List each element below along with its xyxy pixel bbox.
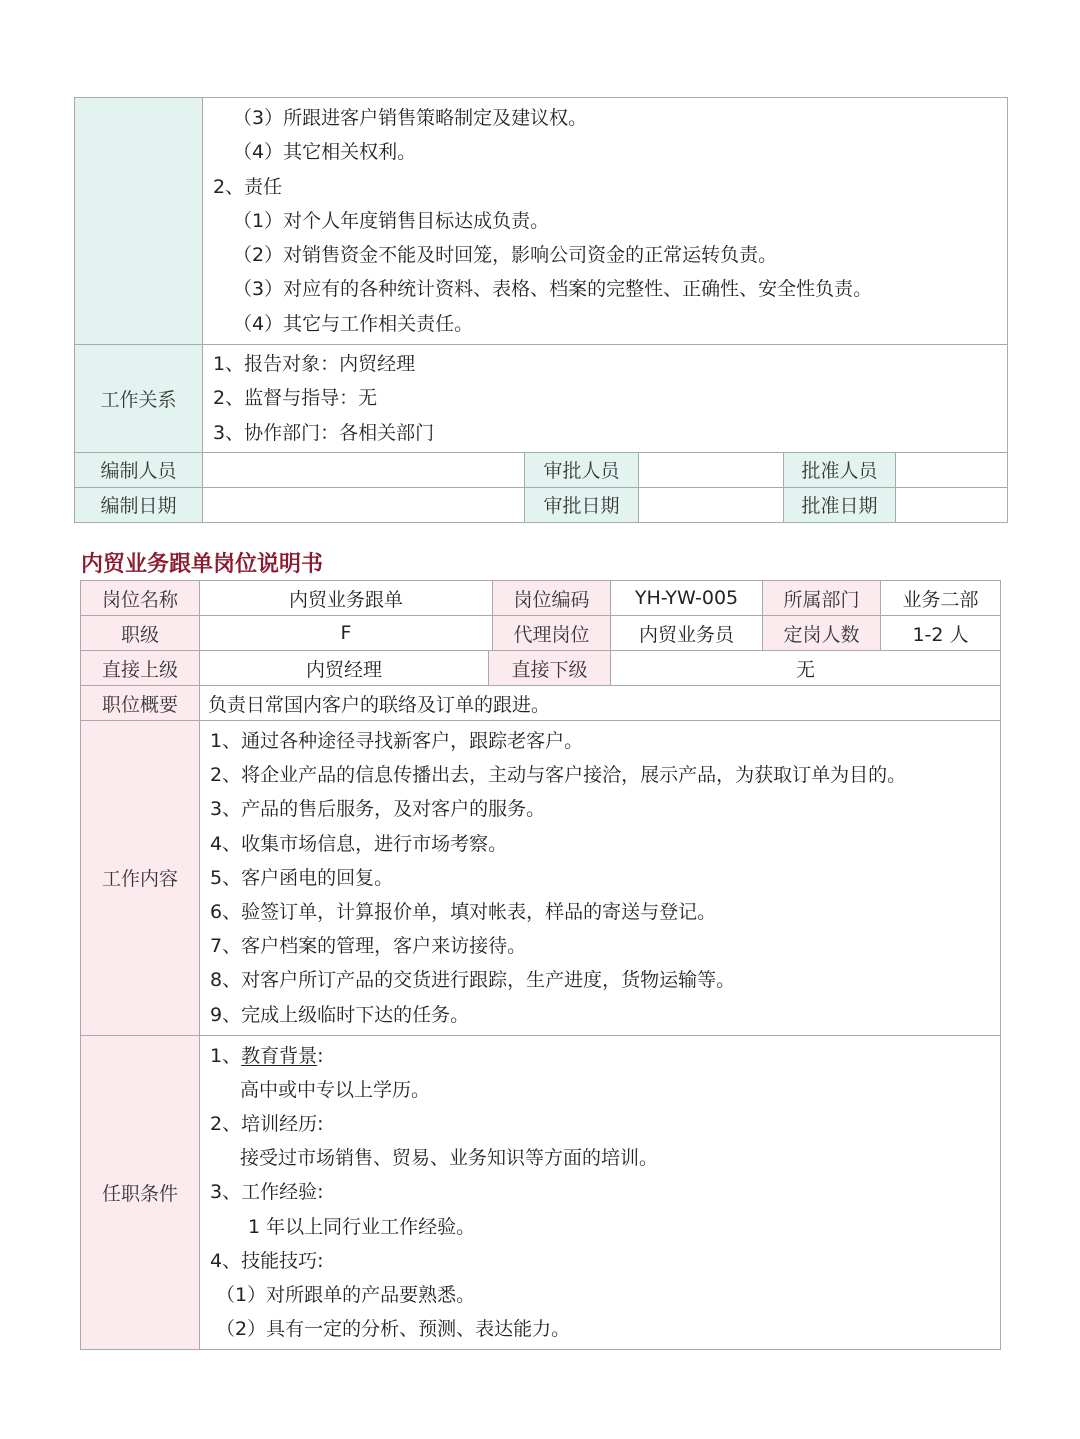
reviewed-by-label: 审批人员 [525, 452, 639, 487]
rights-responsibilities-cell [203, 98, 1008, 345]
position-name-label: 岗位名称 [81, 581, 200, 616]
rights-label-cell [75, 98, 203, 345]
page-title: 内贸业务跟单岗位说明书 [81, 551, 324, 577]
work-content-cell [200, 721, 1001, 1036]
relation-item: 1、报告对象：内贸经理 [213, 353, 416, 376]
rights-item: （4）其它相关权利。 [233, 141, 417, 164]
direct-subordinate-value: 无 [611, 651, 1001, 686]
training-value: 接受过市场销售、贸易、业务知识等方面的培训。 [240, 1147, 659, 1170]
headcount-label: 定岗人数 [763, 616, 881, 651]
work-content-item: 3、产品的售后服务，及对客户的服务。 [210, 798, 546, 821]
education-heading-text: 教育背景 [241, 1044, 318, 1067]
experience-value: 1 年以上同行业工作经验。 [248, 1215, 476, 1238]
summary-label: 职位概要 [81, 686, 200, 721]
work-content-item: 6、验签订单，计算报价单，填对帐表，样品的寄送与登记。 [210, 900, 717, 923]
work-content-item: 4、收集市场信息，进行市场考察。 [210, 832, 508, 855]
responsibility-item: （3）对应有的各种统计资料、表格、档案的完整性、正确性、安全性负责。 [233, 278, 873, 301]
responsibility-item: （1）对个人年度销售目标达成负责。 [233, 209, 550, 232]
department-value: 业务二部 [881, 581, 1001, 616]
grade-value: F [200, 616, 493, 651]
education-heading [200, 1039, 1000, 1073]
department-label: 所属部门 [763, 581, 881, 616]
direct-subordinate-label: 直接下级 [489, 651, 611, 686]
deputy-position-value: 内贸业务员 [611, 616, 763, 651]
deputy-position-label: 代理岗位 [493, 616, 611, 651]
education-suffix: : [317, 1044, 324, 1067]
qualifications-cell [200, 1035, 1001, 1350]
education-value: 高中或中专以上学历。 [240, 1078, 431, 1101]
grade-label: 职级 [81, 616, 200, 651]
relation-item: 2、监督与指导：无 [213, 387, 378, 410]
responsibility-heading: 2、责任 [213, 175, 283, 198]
approved-date-value [896, 487, 1008, 522]
relation-label: 工作关系 [75, 345, 203, 453]
education-prefix: 1、 [210, 1044, 242, 1067]
approved-by-value [896, 452, 1008, 487]
work-content-item: 8、对客户所订产品的交货进行跟踪，生产进度，货物运输等。 [210, 969, 736, 992]
previous-job-table [74, 97, 1008, 523]
job-description-table [80, 580, 1001, 1350]
work-content-item: 7、客户档案的管理，客户来访接待。 [210, 935, 527, 958]
skills-heading: 4、技能技巧: [210, 1249, 324, 1272]
work-content-item: 5、客户函电的回复。 [210, 866, 394, 889]
position-name-value: 内贸业务跟单 [200, 581, 493, 616]
summary-value: 负责日常国内客户的联络及订单的跟进。 [200, 686, 1001, 721]
qualifications-label: 任职条件 [81, 1035, 200, 1350]
direct-superior-value: 内贸经理 [200, 651, 489, 686]
prepared-date-label: 编制日期 [75, 487, 203, 522]
work-content-item: 2、将企业产品的信息传播出去，主动与客户接洽，展示产品，为获取订单为目的。 [210, 764, 907, 787]
responsibility-item: （4）其它与工作相关责任。 [233, 312, 474, 335]
rights-item: （3）所跟进客户销售策略制定及建议权。 [233, 107, 588, 129]
position-code-label: 岗位编码 [493, 581, 611, 616]
prepared-date-value [203, 487, 525, 522]
experience-heading: 3、工作经验: [210, 1181, 324, 1204]
reviewed-by-value [639, 452, 784, 487]
reviewed-date-label: 审批日期 [525, 487, 639, 522]
approved-date-label: 批准日期 [784, 487, 896, 522]
direct-superior-label: 直接上级 [81, 651, 200, 686]
work-content-item: 1、通过各种途径寻找新客户，跟踪老客户。 [210, 730, 584, 752]
position-code-value: YH-YW-005 [611, 581, 763, 616]
prepared-by-label: 编制人员 [75, 452, 203, 487]
headcount-value: 1-2 人 [881, 616, 1001, 651]
work-content-label: 工作内容 [81, 721, 200, 1036]
relation-cell [203, 345, 1008, 453]
skill-item: （1）对所跟单的产品要熟悉。 [216, 1284, 476, 1306]
skill-item: （2）具有一定的分析、预测、表达能力。 [216, 1318, 571, 1341]
training-heading: 2、培训经历: [210, 1113, 324, 1136]
reviewed-date-value [639, 487, 784, 522]
approved-by-label: 批准人员 [784, 452, 896, 487]
relation-item: 3、协作部门：各相关部门 [213, 421, 435, 444]
responsibility-item: （2）对销售资金不能及时回笼，影响公司资金的正常运转负责。 [233, 244, 778, 267]
prepared-by-value [203, 452, 525, 487]
work-content-item: 9、完成上级临时下达的任务。 [210, 1003, 470, 1026]
